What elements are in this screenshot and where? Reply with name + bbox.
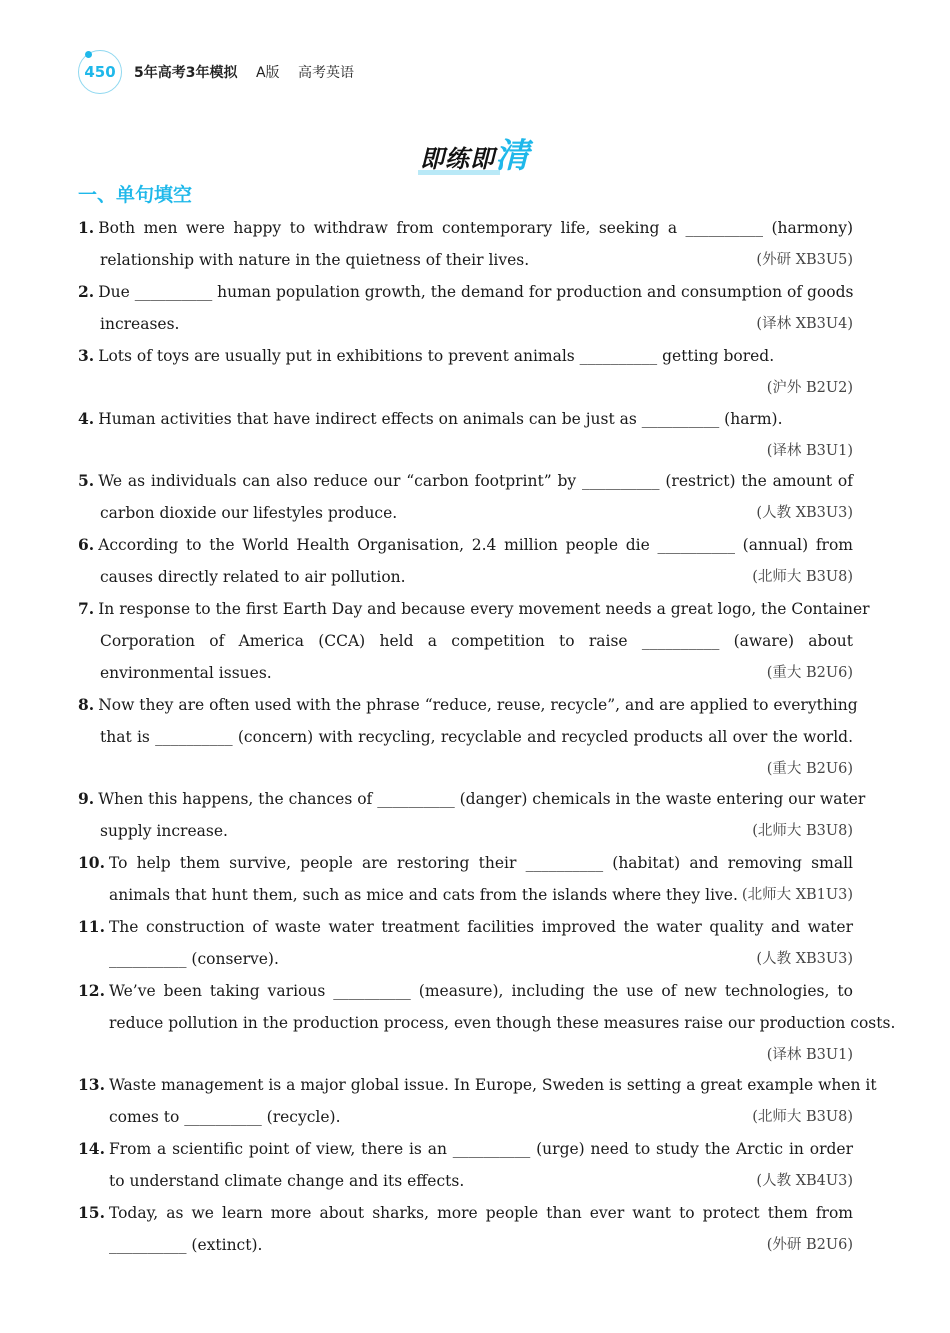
question-4 (78, 403, 853, 466)
question-text-cont: Corporation of America (CCA) held a competition to raise __________ (aware) about (100, 632, 853, 650)
question-number: 4. (78, 409, 95, 428)
question-text: Today, as we learn more about sharks, more people than ever want to protect them from (108, 1204, 853, 1222)
source-tag: (人教 XB3U3) (756, 951, 853, 967)
question-number: 14. (78, 1139, 105, 1158)
question-number: 6. (78, 535, 95, 554)
question-text-cont: that is __________ (concern) with recycling, recyclable and recycled products all over the world. (100, 728, 853, 746)
question-number: 13. (78, 1075, 105, 1094)
question-text-cont: comes to __________ (recycle). (109, 1108, 341, 1126)
source-tag: (北师大 B3U8) (752, 569, 853, 585)
question-text-cont: __________ (conserve). (109, 950, 279, 968)
source-tag: (外研 B2U6) (766, 1237, 853, 1253)
question-text: Due __________ human population growth, the demand for production and consumption of goods (98, 283, 854, 301)
question-number: 10. (78, 853, 105, 872)
source-tag: (重大 B2U6) (766, 665, 853, 681)
source-tag: (北师大 B3U8) (752, 1109, 853, 1125)
question-text: When this happens, the chances of __________ (danger) chemicals in the waste entering our water (98, 790, 866, 808)
question-text: Waste management is a major global issue. In Europe, Sweden is setting a great example when it (108, 1076, 877, 1094)
question-text: From a scientific point of view, there is an __________ (urge) need to study the Arctic in order (108, 1140, 853, 1158)
title-main: 即练即 (420, 145, 495, 173)
question-number: 5. (78, 471, 95, 490)
question-text: The construction of waste water treatment facilities improved the water quality and water (108, 918, 853, 936)
title-highlight: 清 (495, 136, 530, 176)
source-tag: (沪外 B2U2) (766, 380, 853, 396)
question-7 (78, 593, 870, 689)
question-text: Human activities that have indirect effects on animals can be just as __________ (harm). (98, 410, 783, 428)
page-header (78, 50, 354, 94)
question-text-cont: __________ (extinct). (109, 1236, 263, 1254)
subject: 高考英语 (297, 65, 354, 81)
question-number: 3. (78, 346, 95, 365)
question-number: 1. (78, 218, 95, 237)
question-text: In response to the first Earth Day and because every movement needs a great logo, the Container (98, 600, 870, 618)
question-text-cont: reduce pollution in the production process, even though these measures raise our production costs. (109, 1014, 896, 1032)
question-12 (78, 975, 896, 1070)
question-text-cont: carbon dioxide our lifestyles produce. (100, 504, 398, 522)
question-13 (78, 1069, 877, 1133)
question-number: 2. (78, 282, 95, 301)
source-tag: (人教 XB4U3) (756, 1173, 853, 1189)
source-tag: (译林 B3U1) (766, 443, 853, 459)
source-tag: (外研 XB3U5) (756, 252, 853, 268)
page-title (0, 128, 950, 177)
question-8 (78, 689, 858, 784)
question-5 (78, 465, 853, 529)
question-1 (78, 212, 853, 276)
page-number: 450 (84, 63, 116, 81)
question-number: 7. (78, 599, 95, 618)
question-2 (78, 276, 853, 340)
question-text: Both men were happy to withdraw from contemporary life, seeking a __________ (harmony) (98, 219, 853, 237)
series-name: 5年高考3年模拟 (134, 65, 238, 81)
edition: A版 (255, 65, 280, 81)
question-text: Now they are often used with the phrase “reduce, reuse, recycle”, and are applied to everything (98, 696, 858, 714)
question-14 (78, 1133, 853, 1197)
question-number: 11. (78, 917, 105, 936)
question-text-cont: supply increase. (100, 822, 228, 840)
question-text: According to the World Health Organisation, 2.4 million people die __________ (annual) from (98, 536, 853, 554)
source-tag: (重大 B2U6) (766, 761, 853, 777)
header-text (134, 62, 354, 82)
question-text-cont: environmental issues. (100, 664, 272, 682)
question-text-cont: relationship with nature in the quietness of their lives. (100, 251, 530, 269)
question-text: We’ve been taking various __________ (measure), including the use of new technologies, to (108, 982, 853, 1000)
source-tag: (北师大 XB1U3) (741, 887, 853, 903)
question-11 (78, 911, 853, 975)
question-number: 15. (78, 1203, 105, 1222)
question-text: Lots of toys are usually put in exhibitions to prevent animals __________ getting bored. (98, 347, 775, 365)
page-number-badge (78, 50, 122, 94)
section-title: 一、单句填空 (78, 184, 193, 206)
question-text-cont: increases. (100, 315, 180, 333)
question-text: We as individuals can also reduce our “carbon footprint” by __________ (restrict) the amount of (98, 472, 853, 490)
question-6 (78, 529, 853, 593)
source-tag: (人教 XB3U3) (756, 505, 853, 521)
source-tag: (译林 B3U1) (766, 1047, 853, 1063)
question-3 (78, 340, 853, 403)
question-number: 12. (78, 981, 105, 1000)
question-15 (78, 1197, 853, 1261)
question-9 (78, 783, 866, 847)
question-10 (78, 847, 853, 911)
source-tag: (北师大 B3U8) (752, 823, 853, 839)
question-number: 9. (78, 789, 95, 808)
question-text-cont: to understand climate change and its effects. (109, 1172, 465, 1190)
question-text-cont: animals that hunt them, such as mice and cats from the islands where they live. (109, 886, 738, 904)
question-text: To help them survive, people are restoring their __________ (habitat) and removing small (108, 854, 853, 872)
question-text-cont: causes directly related to air pollution. (100, 568, 406, 586)
source-tag: (译林 XB3U4) (756, 316, 853, 332)
question-number: 8. (78, 695, 95, 714)
